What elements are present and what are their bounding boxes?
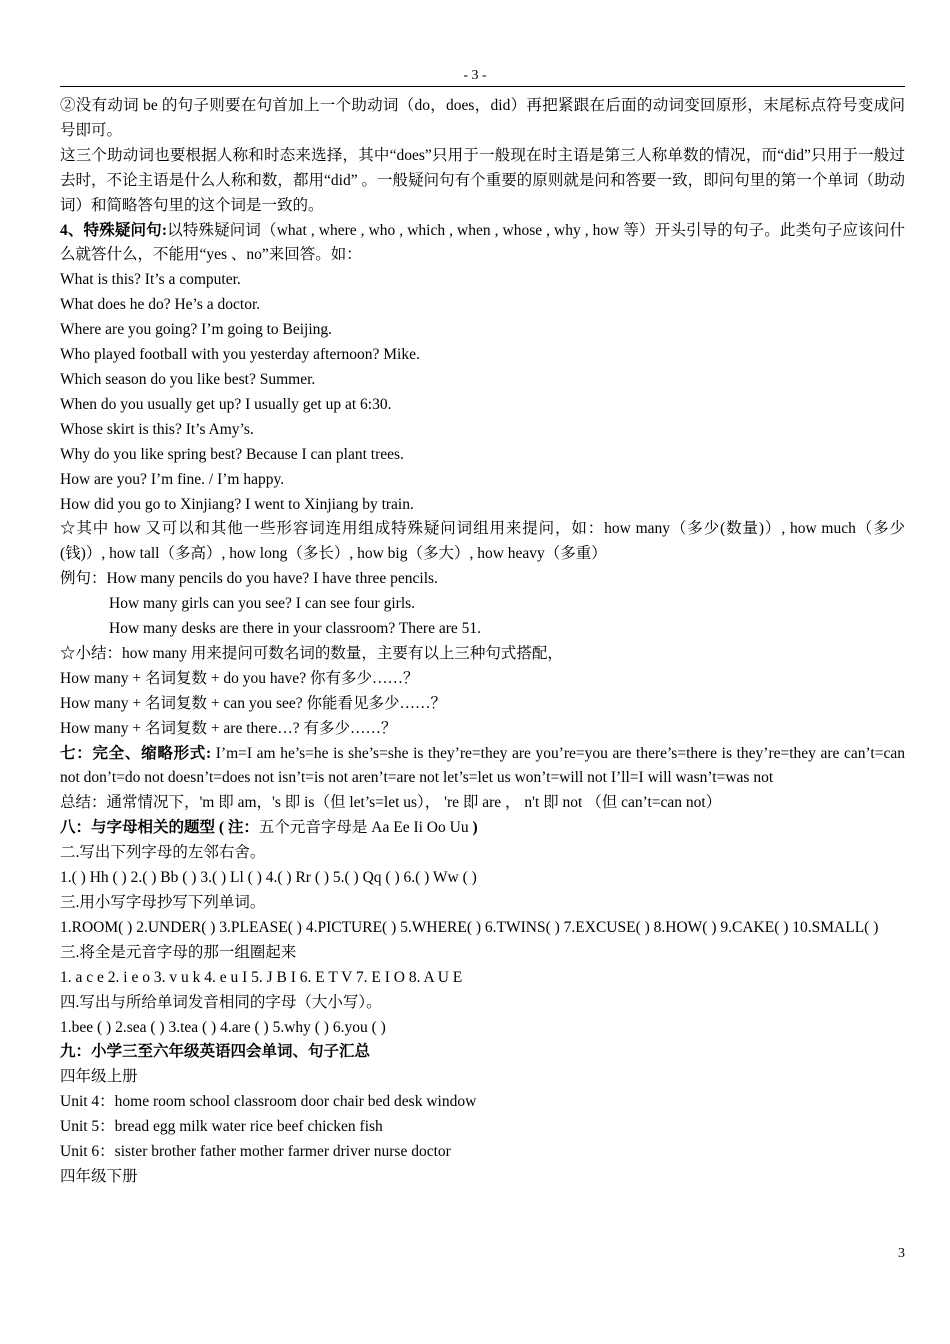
pattern-line: How many + 名词复数 + do you have? 你有多少……？ bbox=[60, 669, 419, 687]
unit-vocab-line: Unit 5：bread egg milk water rice beef chicken fish bbox=[60, 1118, 383, 1136]
header-page-label: - 3 - bbox=[463, 68, 487, 83]
example-line: What is this? It’s a computer. bbox=[60, 271, 241, 289]
exercise-title: 二.写出下列字母的左邻右舍。 bbox=[60, 844, 266, 862]
exercise-items: 1.ROOM( ) 2.UNDER( ) 3.PLEASE( ) 4.PICTURE( ) 5.WHERE( ) 6.TWINS( ) 7.EXCUSE( ) 8.HOW( ) 9.CAKE( ) 10.SMALL( ) bbox=[60, 918, 879, 936]
example-line: Whose skirt is this? It’s Amy’s. bbox=[60, 420, 254, 438]
example-line: Why do you like spring best? Because I can plant trees. bbox=[60, 445, 404, 463]
example-line: When do you usually get up? I usually get up at 6:30. bbox=[60, 395, 392, 413]
summary-contractions: 总结：通常情况下，'m 即 am，'s 即 is（但 let’s=let us）， 're 即 are ， n't 即 not （但 can’t=can not） bbox=[60, 794, 722, 812]
header-divider bbox=[60, 86, 905, 87]
section-heading-letters-close: ) bbox=[468, 819, 478, 837]
section-heading-contractions: 七：完全、缩略形式: bbox=[60, 744, 212, 762]
example-sentence: 例句：How many pencils do you have? I have three pencils. bbox=[60, 570, 438, 588]
example-sentence: How many girls can you see? I can see four girls. bbox=[109, 595, 416, 613]
paragraph-aux-choice: 这三个助动词也要根据人称和时态来选择，其中“does”只用于一般现在时主语是第三人称单数的情况，而“did”只用于一般过去时，不论主语是什么人称和数，都用“did” 。一般疑问句有个重要的原则就是问和答要一致，即问句里的第一个单词（助动词）和简略答句里的这个词是一致的。 bbox=[60, 146, 905, 214]
section-heading-letters: 八：与字母相关的题型 ( 注： bbox=[60, 819, 259, 837]
section-heading-vocabulary: 九：小学三至六年级英语四会单词、句子汇总 bbox=[60, 1043, 371, 1061]
unit-vocab-line: Unit 6：sister brother father mother farmer driver nurse doctor bbox=[60, 1143, 451, 1161]
example-line: How did you go to Xinjiang? I went to Xinjiang by train. bbox=[60, 495, 414, 513]
exercise-items: 1. a c e 2. i e o 3. v u k 4. e u I 5. J B I 6. E T V 7. E I O 8. A U E bbox=[60, 968, 463, 986]
footer-page-number: 3 bbox=[898, 1246, 905, 1261]
paragraph-special-question bbox=[60, 219, 905, 269]
unit-vocab-line: Unit 4：home room school classroom door chair bed desk window bbox=[60, 1093, 477, 1111]
pattern-line: How many + 名词复数 + are there…? 有多少……？ bbox=[60, 719, 397, 737]
example-sentence: How many desks are there in your classroom? There are 51. bbox=[109, 620, 482, 638]
exercise-title: 四.写出与所给单词发音相同的字母（大小写）。 bbox=[60, 993, 382, 1011]
exercise-items: 1.( ) Hh ( ) 2.( ) Bb ( ) 3.( ) Ll ( ) 4.( ) Rr ( ) 5.( ) Qq ( ) 6.( ) Ww ( ) bbox=[60, 869, 477, 887]
vowel-note: 五个元音字母是 Aa Ee Ii Oo Uu bbox=[258, 819, 469, 837]
special-question-text: 以特殊疑问词（what , where , who , which , when , whose , why , how 等）开头引导的句子。此类句子应该问什么就答什么，不能用“yes 、no”来回答。如： bbox=[60, 221, 905, 264]
section-heading-special-question: 4、特殊疑问句: bbox=[60, 221, 167, 239]
paragraph-contractions bbox=[60, 742, 905, 792]
contractions-text: I’m=I am he’s=he is she’s=she is they’re=they are you’re=you are there’s=there is they’re=they are can’t=can not don’t=do not doesn’t=does not isn’t=is not aren’t=are not let’s=let us won’t=will not I’ll=I will wasn’t=was not bbox=[60, 744, 905, 787]
exercise-title: 三.将全是元音字母的那一组圈起来 bbox=[60, 943, 297, 961]
exercise-title: 三.用小写字母抄写下列单词。 bbox=[60, 894, 266, 911]
example-line: Where are you going? I’m going to Beijing. bbox=[60, 321, 333, 339]
example-line: What does he do? He’s a doctor. bbox=[60, 296, 261, 314]
example-line: Who played football with you yesterday afternoon? Mike. bbox=[60, 346, 420, 364]
paragraph-how-phrases: ☆其中 how 又可以和其他一些形容词连用组成特殊疑问词组用来提问，如：how many（多少(数量)）, how much（多少(钱)）, how tall（多高）, how long（多长）, how big（多大）, how heavy（多重） bbox=[60, 520, 905, 563]
example-line: Which season do you like best? Summer. bbox=[60, 370, 316, 388]
example-line: How are you? I’m fine. / I’m happy. bbox=[60, 470, 285, 488]
pattern-line: How many + 名词复数 + can you see? 你能看见多少……？ bbox=[60, 694, 446, 712]
grade-heading: 四年级下册 bbox=[60, 1167, 138, 1185]
exercise-items: 1.bee ( ) 2.sea ( ) 3.tea ( ) 4.are ( ) 5.why ( ) 6.you ( ) bbox=[60, 1018, 386, 1036]
paragraph-letters-heading bbox=[60, 816, 905, 841]
summary-how-many: ☆小结：how many 用来提问可数名词的数量，主要有以上三种句式搭配， bbox=[60, 644, 563, 662]
document-body bbox=[60, 94, 905, 1190]
grade-heading: 四年级上册 bbox=[60, 1068, 138, 1086]
paragraph-aux-verb: ②没有动词 be 的句子则要在句首加上一个助动词（do，does，did）再把紧跟在后面的动词变回原形，末尾标点符号变成问号即可。 bbox=[60, 97, 905, 139]
